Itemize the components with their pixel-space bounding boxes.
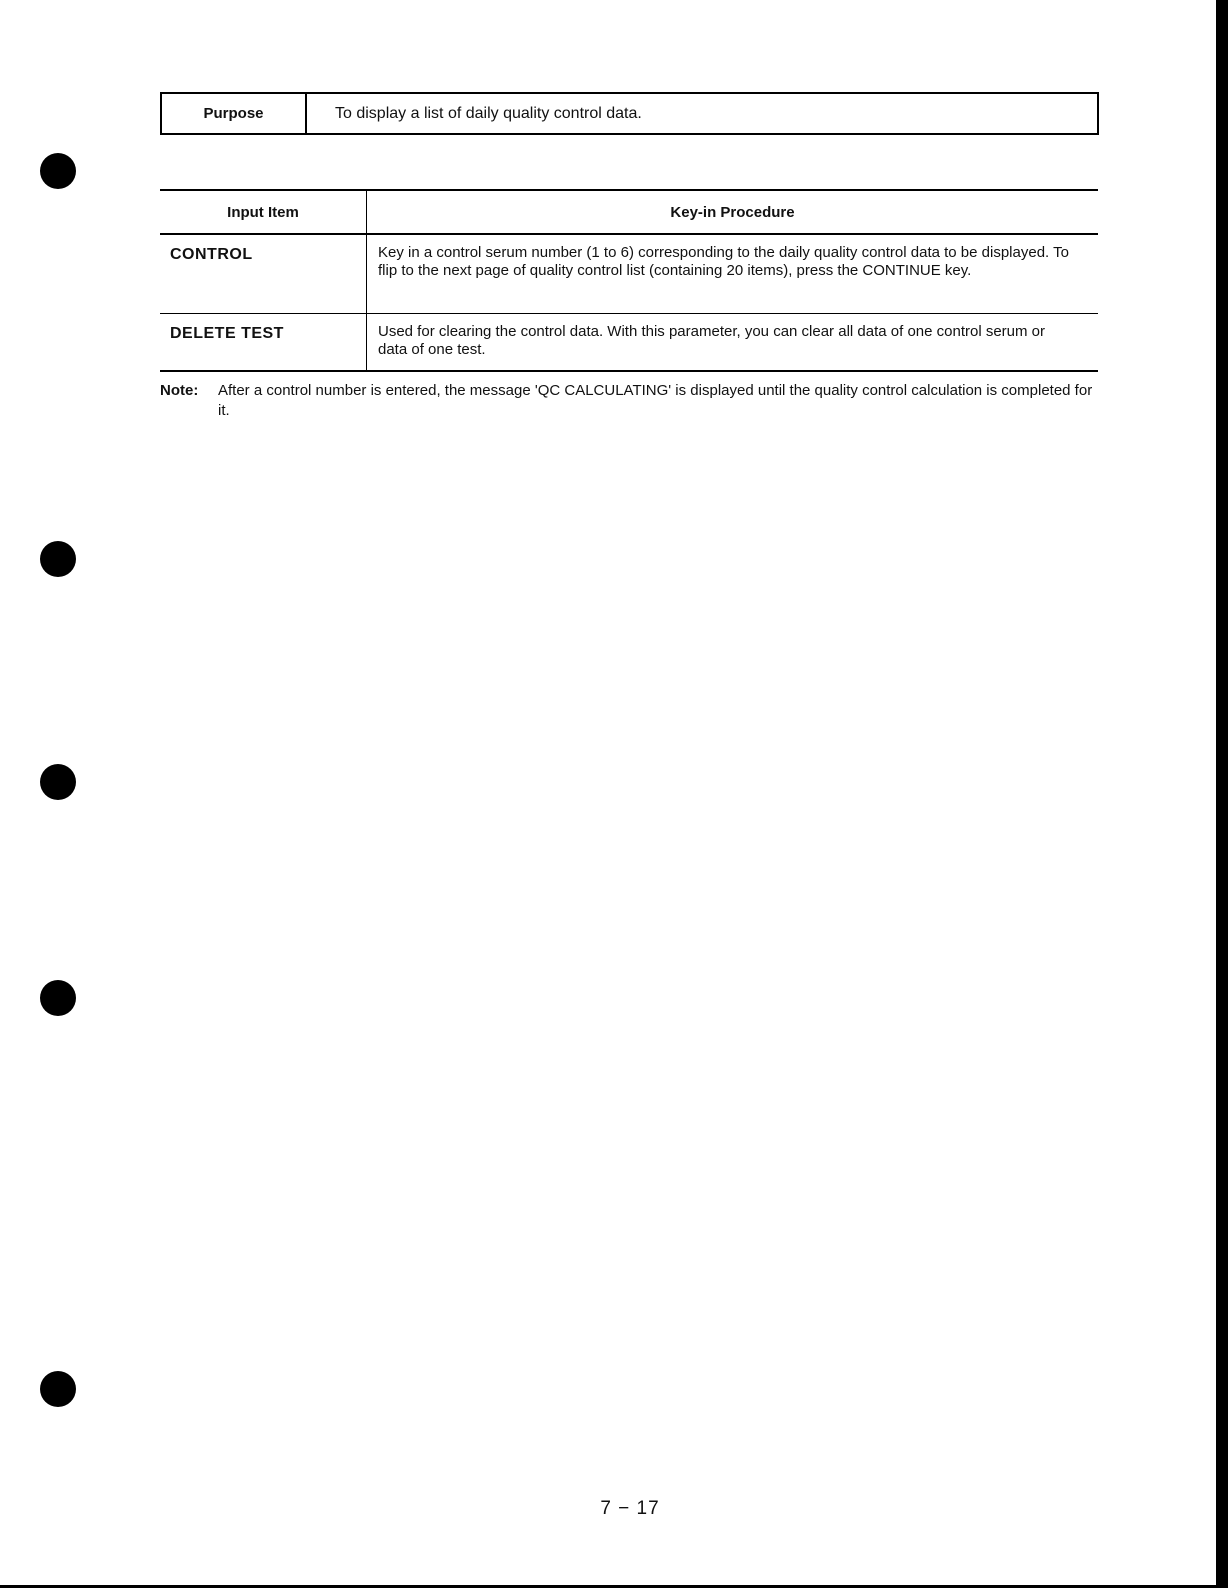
table-header-row [160,190,1098,234]
input-item-table [160,189,1098,372]
purpose-label: Purpose [162,94,307,133]
purpose-box [160,92,1099,135]
punch-hole-3 [40,764,76,800]
punch-hole-1 [40,153,76,189]
punch-hole-5 [40,1371,76,1407]
note [160,381,1100,421]
header-key-in-procedure: Key-in Procedure [367,190,1099,234]
punch-hole-4 [40,980,76,1016]
page-number: 7 − 17 [600,1498,660,1519]
note-text: After a control number is entered, the message 'QC CALCULATING' is displayed until the quality control calculation is completed for it. [218,382,1093,419]
row-item-delete-test: DELETE TEST [160,313,367,371]
row-procedure-delete-test: Used for clearing the control data. With this parameter, you can clear all data of one control serum or data of one test. [367,313,1099,371]
table-row [160,234,1098,313]
purpose-text: To display a list of daily quality control data. [335,104,642,122]
row-item-control: CONTROL [160,234,367,313]
row-procedure-control: Key in a control serum number (1 to 6) corresponding to the daily quality control data to be displayed. To flip to the next page of quality control list (containing 20 items), press the CONTINUE key. [367,234,1099,313]
header-input-item: Input Item [160,190,367,234]
note-label: Note: [160,382,199,399]
table-row [160,313,1098,371]
punch-hole-2 [40,541,76,577]
